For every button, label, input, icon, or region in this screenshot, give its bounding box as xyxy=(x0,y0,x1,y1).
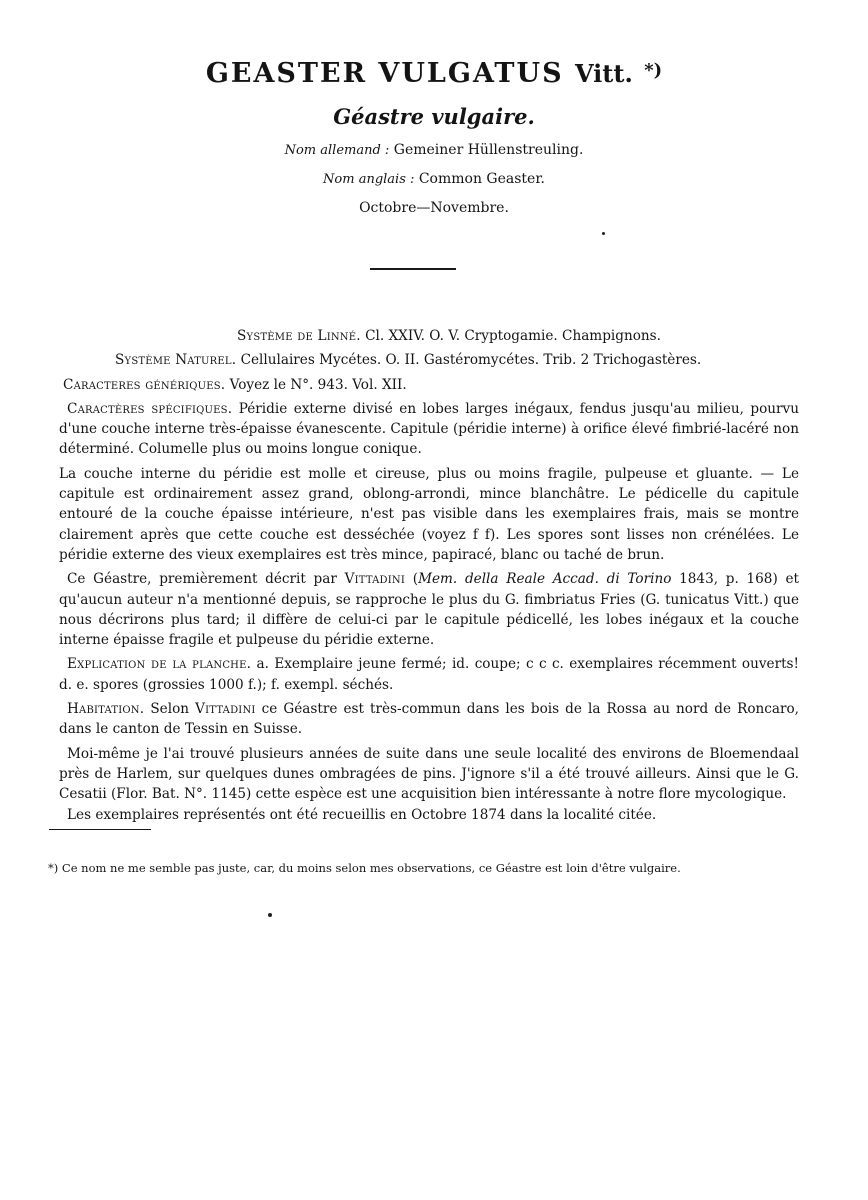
habitation-paragraph xyxy=(59,699,799,740)
print-speck xyxy=(268,913,272,917)
french-name: Géastre vulgaire. xyxy=(333,104,535,129)
linne-text: Cl. XXIV. O. V. Cryptogamie. Champignons. xyxy=(365,328,661,344)
generiques-line xyxy=(59,375,799,395)
explication-text: a. Exemplaire jeune fermé; id. coupe; c c c. exemplaires récemment ouverts! d. e. spores (grossies 1000 f.); f. exempl. séchés. xyxy=(59,656,799,693)
generiques-label: Caracteres génériques. xyxy=(63,376,226,393)
habitation-text-a: Selon xyxy=(150,701,190,718)
species-name: GEASTER VULGATUS xyxy=(205,58,564,89)
explication-paragraph xyxy=(59,654,799,695)
english-name-line xyxy=(0,171,868,187)
naturel-line xyxy=(59,350,799,370)
print-speck xyxy=(602,232,605,235)
specifiques-label: Caractères spécifiques. xyxy=(67,400,233,417)
habitation-label: Habitation. xyxy=(67,701,145,718)
footnote-text: Ce nom ne me semble pas juste, car, du moins selon mes observations, ce Géastre est loin d'être vulgaire. xyxy=(61,861,681,875)
season-line: Octobre—Novembre. xyxy=(359,200,509,216)
moi-meme-paragraph: Moi-même je l'ai trouvé plusieurs années de suite dans une seule localité des environs de Bloemendaal près de Harlem, sur quelques dunes ombragées de pins. J'ignore s'il a été trouvé ailleurs. Ainsi que le G. Cesatii (Flor. Bat. N°. 1145) cette espèce est une acquisition bien intéressante à notre flore mycologique. xyxy=(59,745,799,803)
english-name: Common Geaster. xyxy=(418,171,545,187)
german-name: Gemeiner Hüllenstreuling. xyxy=(393,142,584,158)
title-footnote-mark: *) xyxy=(644,60,663,81)
habitation-text-b: ce Géastre est très-commun dans les bois de la Rossa au nord de Roncaro, dans le canton de Tessin en Suisse. xyxy=(59,701,799,738)
habitation-author: Vittadini xyxy=(195,701,256,718)
linne-line xyxy=(59,326,799,346)
english-name-label: Nom anglais : xyxy=(323,172,415,187)
explication-label: Explication de la planche. xyxy=(67,656,252,673)
specifiques-text: Péridie externe divisé en lobes larges inégaux, fendus jusqu'au milieu, pourvu d'une couche interne très-épaisse évanescente. Capitule (péridie interne) à orifice élevé fimbrié-lacéré non déterminé. Columelle plus ou moins longue conique. xyxy=(59,400,799,458)
exemplaires-paragraph: Les exemplaires représentés ont été recueillis en Octobre 1874 dans la localité citée. xyxy=(67,806,657,823)
linne-label: Système de Linné. xyxy=(237,328,361,344)
german-name-label: Nom allemand : xyxy=(284,143,390,158)
footnote-mark: *) xyxy=(48,861,59,875)
geastre-text-b: 1843, p. 168) et qu'aucun auteur n'a mentionné depuis, se rapproche le plus du G. fimbriatus Fries (G. tunicatus Vitt.) que nous décrirons plus tard; il diffère de celui-ci par le capitule pédicellé, les lobes inégaux et la couche interne épaisse fragile et pulpeuse du péridie externe. xyxy=(59,571,799,649)
specifiques-paragraph xyxy=(59,399,799,460)
geastre-reference: Mem. della Reale Accad. di Torino xyxy=(418,571,672,588)
generiques-text: Voyez le N°. 943. Vol. XII. xyxy=(229,376,407,393)
german-name-line xyxy=(0,142,868,158)
naturel-text: Cellulaires Mycétes. O. II. Gastéromycétes. Trib. 2 Trichogastères. xyxy=(240,352,702,369)
geastre-paragraph: Ce Géastre, premièrement décrit par Vittadini (Mem. della Reale Accad. di Torino 1843, p. 168) et qu'aucun auteur n'a mentionné depuis, se rapproche le plus du G. fimbriatus Fries (G. tunicatus Vitt.) que nous décrirons plus tard; il diffère de celui-ci par le capitule pédicellé, les lobes inégaux et la couche interne épaisse fragile et pulpeuse du péridie externe. xyxy=(59,571,799,649)
species-author: Vitt. xyxy=(574,59,633,88)
page-title xyxy=(0,58,868,89)
couche-paragraph: La couche interne du péridie est molle et cireuse, plus ou moins fragile, pulpeuse et gluante. — Le capitule est ordinairement assez grand, oblong-arrondi, mince blanchâtre. Le pédicelle du capitule entouré de la couche épaisse intérieure, n'est pas visible dans les exemplaires frais, mais se montre clairement après que cette couche est desséchée (voyez f f). Les spores sont lisses non crénélées. Le péridie externe des vieux exemplaires est très mince, papiracé, blanc ou taché de brun. xyxy=(59,465,799,563)
naturel-label: Système Naturel. xyxy=(115,352,237,369)
footnote-divider xyxy=(49,829,151,830)
geastre-author: Vittadini xyxy=(344,571,406,588)
geastre-text-a: Ce Géastre, premièrement décrit par xyxy=(67,571,337,588)
section-divider xyxy=(370,268,456,270)
footnote xyxy=(48,861,768,875)
classification-block xyxy=(59,326,799,825)
